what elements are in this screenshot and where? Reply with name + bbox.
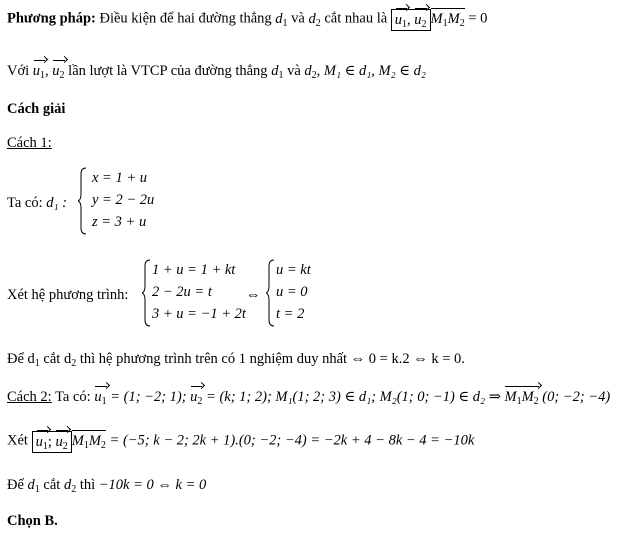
unique-solution-line: Để $d_1$ cắt $d_2$ thì hệ phương trình trên có 1 nghiệm duy nhất ⇔ 0 = k.2 ⇔ k = 0. <box>7 351 465 369</box>
direction-vectors: $u_1$, $u_2$ <box>32 63 65 81</box>
method-text-a: Điều kiện để hai đường thẳng <box>99 10 272 27</box>
vtcp-line: Với $u_1$, $u_2$ lần lượt là VTCP của đường thẳng $d_1$ và $d_2$, M₁ ∈ d₁, M₂ ∈ d₂ <box>7 63 426 81</box>
text-de-d: Để d <box>7 351 35 367</box>
m1m2-value: (0; −2; −4) <box>542 389 611 405</box>
vector-u1: $u_1$ <box>94 389 107 407</box>
method-2-label: Cách 2: <box>7 389 52 405</box>
vtcp-text: lần lượt là VTCP của đường thẳng <box>68 63 268 79</box>
eq-row-1: 1 + u = 1 + kt <box>152 262 236 278</box>
and-word: và <box>287 63 301 79</box>
points-membership: M₁ ∈ d₁, M₂ ∈ d₂ <box>323 63 426 79</box>
method-2-line <box>7 388 610 406</box>
condition-line <box>7 476 206 494</box>
d1-label: d₁ : <box>46 195 67 211</box>
vector-u2: $u_2$ <box>190 389 203 407</box>
brace-icon <box>78 166 88 236</box>
system-row-z: z = 3 + u <box>92 214 147 230</box>
system-label: Xét hệ phương trình: <box>7 287 129 303</box>
ta-co-text: Ta có: <box>7 195 43 211</box>
line-d2: $d_2$ <box>308 10 321 29</box>
conclusion-1: ⇔ 0 = k.2 ⇔ k = 0. <box>350 351 465 367</box>
method-label: Phương pháp: <box>7 10 96 27</box>
sol-row-3: t = 2 <box>276 306 305 322</box>
brace-icon <box>266 258 276 328</box>
xet-word: Xét <box>7 432 28 449</box>
u1-value: = (1; −2; 1); <box>110 389 187 405</box>
line-d1: $d_1$ <box>271 63 284 81</box>
mixed-product: $u_1$, $u_2$ $M_1M_2$ <box>391 8 465 31</box>
method-2-text: Ta có: <box>55 389 91 405</box>
method-1-heading: Cách 1: <box>7 135 52 151</box>
text-unique-solution: thì hệ phương trình trên có 1 nghiệm duy nhất <box>79 351 348 367</box>
equation-system-right <box>266 258 346 328</box>
ta-co-line <box>7 194 67 212</box>
line-d1: $d_1$ <box>275 10 288 29</box>
brace-icon <box>142 258 152 328</box>
eq-row-2: 2 − 2u = t <box>152 284 212 300</box>
line-d2: $d_2$ <box>63 477 77 495</box>
solution-heading: Cách giải <box>7 101 66 117</box>
final-equation: −10k = 0 ⇔ k = 0 <box>98 477 207 493</box>
answer-label: Chọn B. <box>7 513 58 529</box>
eq-row-3: 3 + u = −1 + 2t <box>152 306 246 322</box>
u2-and-points: = (k; 1; 2); M₁(1; 2; 3) ∈ d₁; M₂(1; 0; −1) ∈ d₂ ⇒ <box>206 389 501 405</box>
text-thi: thì <box>79 477 96 493</box>
line-d2: $d_2$ <box>304 63 317 81</box>
compute-expression: = (−5; k − 2; 2k + 1).(0; −2; −4) = −2k + 4 − 8k − 4 = −10k <box>109 432 475 449</box>
compute-line <box>7 430 474 453</box>
equivalence-arrow: ⇔ <box>246 287 261 303</box>
text-de: Để <box>7 477 24 493</box>
vector-m1m2: $M_1M_2$ <box>504 389 539 407</box>
with-word: Với <box>7 63 30 79</box>
sol-row-2: u = 0 <box>276 284 308 300</box>
method-line <box>7 8 487 31</box>
and-word: và <box>291 10 305 27</box>
system-row-x: x = 1 + u <box>92 170 148 186</box>
condition-value: = 0 <box>468 10 488 27</box>
parametric-system <box>78 166 178 236</box>
sol-row-1: u = kt <box>276 262 311 278</box>
method-text-b: cắt nhau là <box>324 10 388 27</box>
system-row-y: y = 2 − 2u <box>92 192 155 208</box>
text-cat-d: cắt d <box>43 351 72 367</box>
mixed-product: $u_1$; $u_2$ $M_1M_2$ <box>32 430 106 453</box>
line-d1: $d_1$ <box>27 477 40 495</box>
text-cat: cắt <box>43 477 61 493</box>
